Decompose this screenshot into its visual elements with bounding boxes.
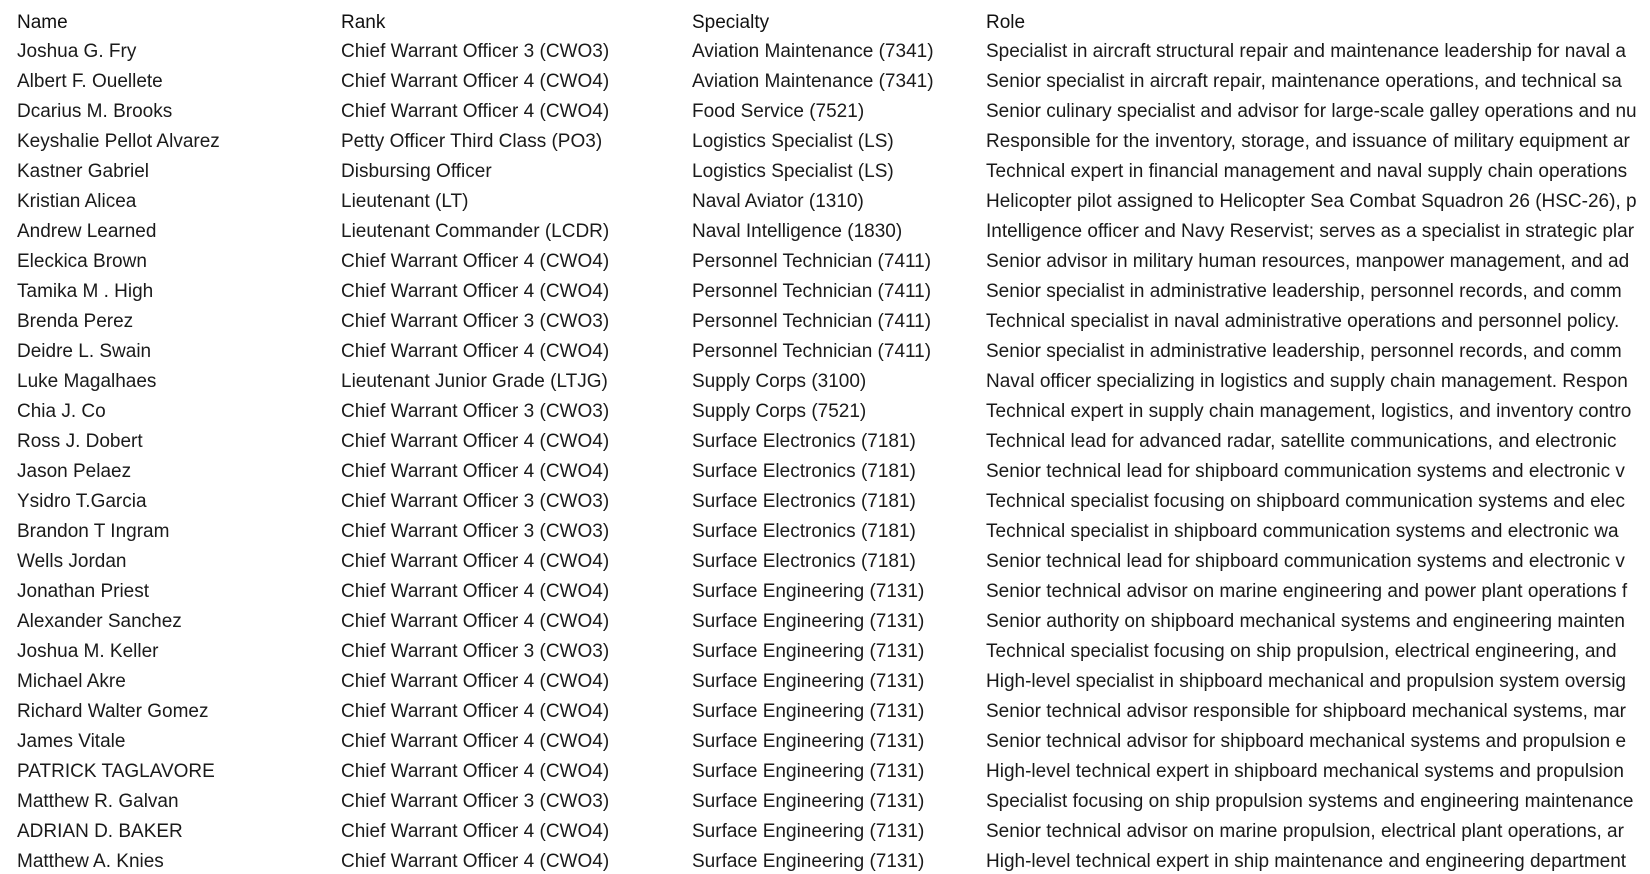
cell-specialty: Supply Corps (3100)	[692, 371, 867, 392]
table-row[interactable]	[0, 127, 1650, 156]
cell-name: ADRIAN D. BAKER	[17, 821, 183, 842]
cell-name: Alexander Sanchez	[17, 611, 182, 632]
cell-specialty: Naval Intelligence (1830)	[692, 221, 903, 242]
cell-specialty: Surface Electronics (7181)	[692, 461, 916, 482]
table-row[interactable]	[0, 157, 1650, 186]
cell-name: Brandon T Ingram	[17, 521, 170, 542]
cell-role: Technical specialist focusing on ship propulsion, electrical engineering, and	[986, 641, 1617, 662]
table-row[interactable]	[0, 667, 1650, 696]
cell-role: Senior specialist in administrative leadership, personnel records, and comm	[986, 281, 1622, 302]
cell-name: Joshua M. Keller	[17, 641, 159, 662]
cell-role: Senior advisor in military human resources, manpower management, and ad	[986, 251, 1630, 272]
cell-rank: Chief Warrant Officer 4 (CWO4)	[341, 761, 610, 782]
cell-specialty: Surface Electronics (7181)	[692, 551, 916, 572]
cell-rank: Chief Warrant Officer 3 (CWO3)	[341, 791, 610, 812]
cell-name: Luke Magalhaes	[17, 371, 157, 392]
cell-role: High-level specialist in shipboard mechanical and propulsion system oversig	[986, 671, 1626, 692]
cell-specialty: Surface Engineering (7131)	[692, 611, 925, 632]
cell-rank: Lieutenant Junior Grade (LTJG)	[341, 371, 608, 392]
cell-rank: Chief Warrant Officer 4 (CWO4)	[341, 71, 610, 92]
cell-specialty: Supply Corps (7521)	[692, 401, 867, 422]
table-row[interactable]	[0, 757, 1650, 786]
cell-specialty: Naval Aviator (1310)	[692, 191, 864, 212]
cell-role: Senior technical advisor responsible for shipboard mechanical systems, mar	[986, 701, 1626, 722]
cell-rank: Chief Warrant Officer 4 (CWO4)	[341, 551, 610, 572]
cell-specialty: Surface Engineering (7131)	[692, 791, 925, 812]
table-row[interactable]	[0, 427, 1650, 456]
cell-name: Tamika M . High	[17, 281, 154, 302]
cell-name: Eleckica Brown	[17, 251, 147, 272]
table-row[interactable]	[0, 487, 1650, 516]
table-row[interactable]	[0, 727, 1650, 756]
table-row[interactable]	[0, 787, 1650, 816]
table-row[interactable]	[0, 97, 1650, 126]
cell-name: Kastner Gabriel	[17, 161, 150, 182]
cell-specialty: Aviation Maintenance (7341)	[692, 71, 934, 92]
cell-rank: Lieutenant (LT)	[341, 191, 469, 212]
table-row[interactable]	[0, 847, 1650, 874]
cell-role: Senior technical lead for shipboard communication systems and electronic v	[986, 551, 1625, 572]
cell-role: Technical lead for advanced radar, satellite communications, and electronic	[986, 431, 1617, 452]
cell-specialty: Personnel Technician (7411)	[692, 281, 932, 302]
cell-rank: Chief Warrant Officer 4 (CWO4)	[341, 341, 610, 362]
cell-rank: Lieutenant Commander (LCDR)	[341, 221, 610, 242]
cell-specialty: Surface Engineering (7131)	[692, 701, 925, 722]
cell-role: High-level technical expert in ship maintenance and engineering department	[986, 851, 1627, 872]
cell-role: Senior specialist in aircraft repair, maintenance operations, and technical sa	[986, 71, 1622, 92]
cell-specialty: Surface Engineering (7131)	[692, 821, 925, 842]
cell-name: Keyshalie Pellot Alvarez	[17, 131, 220, 152]
column-header-rank[interactable]: Rank	[341, 12, 386, 33]
cell-specialty: Surface Electronics (7181)	[692, 521, 916, 542]
cell-specialty: Food Service (7521)	[692, 101, 865, 122]
cell-rank: Chief Warrant Officer 4 (CWO4)	[341, 821, 610, 842]
cell-rank: Chief Warrant Officer 4 (CWO4)	[341, 431, 610, 452]
cell-role: Senior technical lead for shipboard communication systems and electronic v	[986, 461, 1625, 482]
table-header-row	[0, 8, 1650, 37]
cell-rank: Chief Warrant Officer 3 (CWO3)	[341, 521, 610, 542]
cell-rank: Chief Warrant Officer 4 (CWO4)	[341, 611, 610, 632]
table-row[interactable]	[0, 547, 1650, 576]
cell-role: Intelligence officer and Navy Reservist; serves as a specialist in strategic plar	[986, 221, 1635, 242]
cell-role: Responsible for the inventory, storage, and issuance of military equipment ar	[986, 131, 1630, 152]
cell-rank: Petty Officer Third Class (PO3)	[341, 131, 603, 152]
cell-name: PATRICK TAGLAVORE	[17, 761, 215, 782]
cell-name: Joshua G. Fry	[17, 41, 137, 62]
table-row[interactable]	[0, 37, 1650, 66]
cell-rank: Chief Warrant Officer 4 (CWO4)	[341, 281, 610, 302]
cell-role: High-level technical expert in shipboard mechanical systems and propulsion	[986, 761, 1624, 782]
cell-rank: Chief Warrant Officer 4 (CWO4)	[341, 101, 610, 122]
cell-rank: Chief Warrant Officer 4 (CWO4)	[341, 701, 610, 722]
cell-specialty: Surface Engineering (7131)	[692, 641, 925, 662]
table-row[interactable]	[0, 187, 1650, 216]
cell-name: Kristian Alicea	[17, 191, 137, 212]
cell-rank: Chief Warrant Officer 3 (CWO3)	[341, 641, 610, 662]
cell-name: Jason Pelaez	[17, 461, 132, 482]
cell-specialty: Personnel Technician (7411)	[692, 341, 932, 362]
cell-specialty: Aviation Maintenance (7341)	[692, 41, 934, 62]
cell-rank: Chief Warrant Officer 4 (CWO4)	[341, 581, 610, 602]
column-header-name[interactable]: Name	[17, 12, 68, 33]
cell-name: Wells Jordan	[17, 551, 127, 572]
cell-rank: Disbursing Officer	[341, 161, 492, 182]
cell-specialty: Logistics Specialist (LS)	[692, 131, 894, 152]
table-row[interactable]	[0, 637, 1650, 666]
cell-name: Jonathan Priest	[17, 581, 150, 602]
cell-role: Technical expert in financial management and naval supply chain operations	[986, 161, 1628, 182]
table-row[interactable]	[0, 337, 1650, 366]
table-row[interactable]	[0, 457, 1650, 486]
cell-role: Senior authority on shipboard mechanical systems and engineering mainten	[986, 611, 1625, 632]
cell-name: Richard Walter Gomez	[17, 701, 209, 722]
cell-rank: Chief Warrant Officer 4 (CWO4)	[341, 251, 610, 272]
cell-name: James Vitale	[17, 731, 126, 752]
cell-role: Specialist focusing on ship propulsion systems and engineering maintenance	[986, 791, 1634, 812]
cell-role: Senior technical advisor on marine propulsion, electrical plant operations, ar	[986, 821, 1624, 842]
cell-role: Technical expert in supply chain management, logistics, and inventory contro	[986, 401, 1632, 422]
cell-specialty: Surface Engineering (7131)	[692, 581, 925, 602]
cell-rank: Chief Warrant Officer 3 (CWO3)	[341, 401, 610, 422]
cell-rank: Chief Warrant Officer 4 (CWO4)	[341, 671, 610, 692]
table-row[interactable]	[0, 67, 1650, 96]
cell-specialty: Personnel Technician (7411)	[692, 311, 932, 332]
cell-rank: Chief Warrant Officer 4 (CWO4)	[341, 851, 610, 872]
table-row[interactable]	[0, 247, 1650, 276]
cell-role: Senior technical advisor on marine engineering and power plant operations f	[986, 581, 1628, 602]
table-row[interactable]	[0, 607, 1650, 636]
cell-name: Matthew A. Knies	[17, 851, 164, 872]
cell-name: Matthew R. Galvan	[17, 791, 179, 812]
cell-role: Technical specialist in naval administrative operations and personnel policy.	[986, 311, 1620, 332]
cell-rank: Chief Warrant Officer 3 (CWO3)	[341, 491, 610, 512]
table-row[interactable]	[0, 217, 1650, 246]
table-row[interactable]	[0, 397, 1650, 426]
cell-role: Technical specialist focusing on shipboard communication systems and elec	[986, 491, 1625, 512]
cell-rank: Chief Warrant Officer 3 (CWO3)	[341, 311, 610, 332]
cell-specialty: Surface Engineering (7131)	[692, 851, 925, 872]
cell-rank: Chief Warrant Officer 4 (CWO4)	[341, 731, 610, 752]
table-row[interactable]	[0, 367, 1650, 396]
cell-role: Technical specialist in shipboard communication systems and electronic wa	[986, 521, 1619, 542]
cell-role: Senior specialist in administrative leadership, personnel records, and comm	[986, 341, 1622, 362]
column-header-specialty[interactable]: Specialty	[692, 12, 770, 33]
cell-role: Naval officer specializing in logistics and supply chain management. Respon	[986, 371, 1628, 392]
cell-name: Dcarius M. Brooks	[17, 101, 173, 122]
cell-specialty: Personnel Technician (7411)	[692, 251, 932, 272]
table-row[interactable]	[0, 697, 1650, 726]
cell-specialty: Surface Engineering (7131)	[692, 761, 925, 782]
cell-name: Chia J. Co	[17, 401, 106, 422]
cell-name: Deidre L. Swain	[17, 341, 152, 362]
cell-rank: Chief Warrant Officer 3 (CWO3)	[341, 41, 610, 62]
cell-specialty: Surface Engineering (7131)	[692, 671, 925, 692]
table-row[interactable]	[0, 277, 1650, 306]
cell-role: Senior technical advisor for shipboard mechanical systems and propulsion e	[986, 731, 1627, 752]
table-row[interactable]	[0, 517, 1650, 546]
cell-name: Albert F. Ouellete	[17, 71, 163, 92]
table-row[interactable]	[0, 817, 1650, 846]
cell-specialty: Surface Electronics (7181)	[692, 491, 916, 512]
cell-name: Ross J. Dobert	[17, 431, 143, 452]
cell-name: Michael Akre	[17, 671, 126, 692]
cell-role: Senior culinary specialist and advisor for large-scale galley operations and nu	[986, 101, 1637, 122]
cell-specialty: Logistics Specialist (LS)	[692, 161, 894, 182]
cell-name: Brenda Perez	[17, 311, 134, 332]
table-row[interactable]	[0, 307, 1650, 336]
cell-rank: Chief Warrant Officer 4 (CWO4)	[341, 461, 610, 482]
table-row[interactable]	[0, 577, 1650, 606]
cell-name: Andrew Learned	[17, 221, 157, 242]
cell-role: Specialist in aircraft structural repair and maintenance leadership for naval a	[986, 41, 1626, 62]
column-header-role[interactable]: Role	[986, 12, 1026, 33]
cell-specialty: Surface Electronics (7181)	[692, 431, 916, 452]
cell-specialty: Surface Engineering (7131)	[692, 731, 925, 752]
cell-name: Ysidro T.Garcia	[17, 491, 147, 512]
cell-role: Helicopter pilot assigned to Helicopter Sea Combat Squadron 26 (HSC-26), p	[986, 191, 1637, 212]
